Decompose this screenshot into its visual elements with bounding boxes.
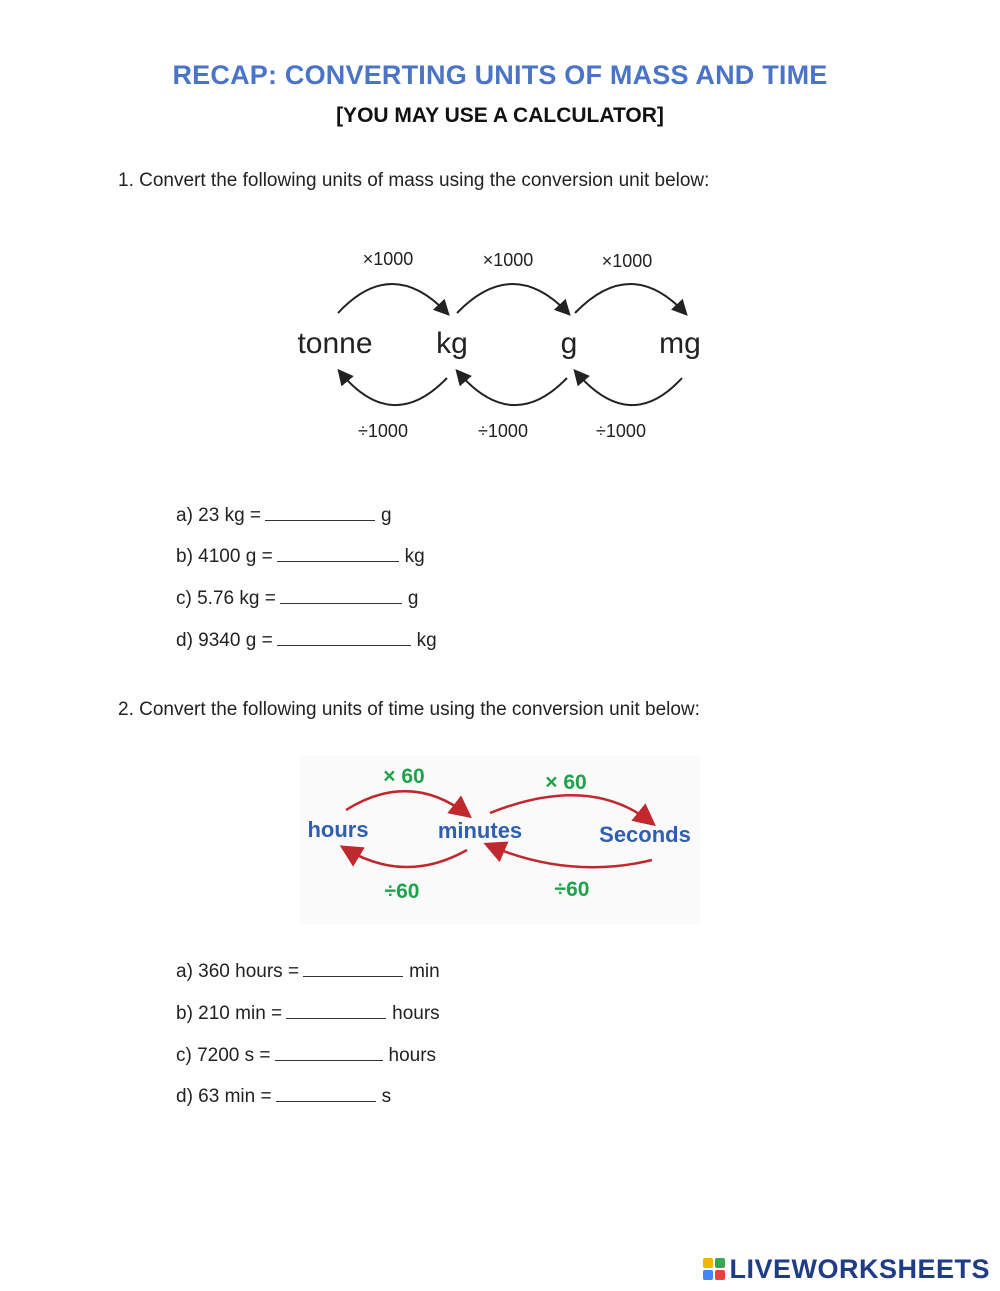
q1-item-b-answer-blank[interactable]	[277, 543, 399, 562]
mass-unit-tonne: tonne	[297, 327, 373, 360]
q1-item-d-unit: kg	[416, 630, 437, 651]
mass-multiply-label-3: ×1000	[601, 251, 653, 271]
q2-item-d-answer-blank[interactable]	[276, 1083, 376, 1102]
mass-multiply-arrow-2	[457, 284, 568, 313]
q1-item-a	[176, 502, 392, 527]
logo-block-3	[703, 1270, 713, 1280]
q1-item-a-question: a) 23 kg =	[176, 505, 262, 526]
time-divide-label-2: ÷60	[554, 878, 590, 901]
time-unit-hours: hours	[307, 817, 369, 842]
logo-text: LIVEWORKSHEETS	[729, 1253, 990, 1284]
time-multiply-label-1: × 60	[383, 765, 425, 788]
mass-multiply-label-1: ×1000	[362, 249, 414, 269]
logo-blocks-icon	[703, 1258, 725, 1280]
mass-unit-mg: mg	[659, 327, 701, 360]
logo-block-4	[715, 1270, 725, 1280]
mass-multiply-arrow-3	[575, 284, 685, 313]
question-2-prompt: 2. Convert the following units of time using the conversion unit below:	[118, 699, 700, 720]
q2-item-d-unit: s	[381, 1086, 392, 1107]
q2-item-c-unit: hours	[388, 1045, 437, 1066]
q1-item-c-question: c) 5.76 kg =	[176, 588, 276, 609]
q2-item-a-question: a) 360 hours =	[176, 961, 300, 982]
q2-item-c-question: c) 7200 s =	[176, 1045, 271, 1066]
q1-item-a-answer-blank[interactable]	[265, 502, 375, 521]
q2-item-c-answer-blank[interactable]	[275, 1042, 383, 1061]
time-divide-label-1: ÷60	[384, 880, 420, 903]
mass-divide-arrow-3	[576, 372, 682, 405]
q2-item-c	[176, 1042, 436, 1067]
q1-item-d-question: d) 9340 g =	[176, 630, 273, 651]
liveworksheets-logo	[703, 1252, 990, 1286]
q1-item-c-unit: g	[407, 588, 419, 609]
mass-divide-label-3: ÷1000	[596, 421, 646, 441]
time-unit-seconds: Seconds	[599, 822, 691, 847]
time-conversion-diagram	[300, 755, 700, 925]
q1-item-a-unit: g	[381, 505, 392, 526]
mass-divide-arrow-2	[458, 372, 567, 405]
mass-conversion-diagram	[280, 235, 720, 455]
time-unit-minutes: minutes	[437, 818, 523, 843]
time-multiply-label-2: × 60	[545, 771, 587, 794]
mass-divide-label-1: ÷1000	[358, 421, 408, 441]
mass-divide-arrow-1	[340, 372, 447, 405]
q2-item-b-answer-blank[interactable]	[286, 1000, 386, 1019]
q1-item-c	[176, 585, 418, 610]
q1-item-b	[176, 543, 425, 568]
page-subtitle: [YOU MAY USE A CALCULATOR]	[336, 104, 664, 127]
logo-block-2	[715, 1258, 725, 1268]
mass-unit-kg: kg	[436, 327, 468, 360]
logo-block-1	[703, 1258, 713, 1268]
question-1-prompt: 1. Convert the following units of mass using the conversion unit below:	[118, 170, 710, 191]
q1-item-c-answer-blank[interactable]	[280, 585, 402, 604]
q2-item-a-answer-blank[interactable]	[303, 958, 403, 977]
q2-item-b	[176, 1000, 440, 1025]
q1-item-d-answer-blank[interactable]	[277, 627, 411, 646]
q2-item-a	[176, 958, 440, 983]
mass-multiply-arrow-1	[338, 284, 447, 313]
mass-unit-g: g	[560, 327, 578, 360]
q2-item-d	[176, 1083, 391, 1108]
page-title: RECAP: CONVERTING UNITS OF MASS AND TIME	[172, 60, 828, 90]
q2-item-d-question: d) 63 min =	[176, 1086, 272, 1107]
mass-multiply-label-2: ×1000	[482, 250, 534, 270]
q1-item-b-unit: kg	[404, 546, 425, 567]
q1-item-d	[176, 627, 437, 652]
q2-item-b-question: b) 210 min =	[176, 1003, 283, 1024]
q2-item-a-unit: min	[409, 961, 440, 982]
q2-item-b-unit: hours	[392, 1003, 440, 1024]
mass-divide-label-2: ÷1000	[478, 421, 528, 441]
q1-item-b-question: b) 4100 g =	[176, 546, 273, 567]
